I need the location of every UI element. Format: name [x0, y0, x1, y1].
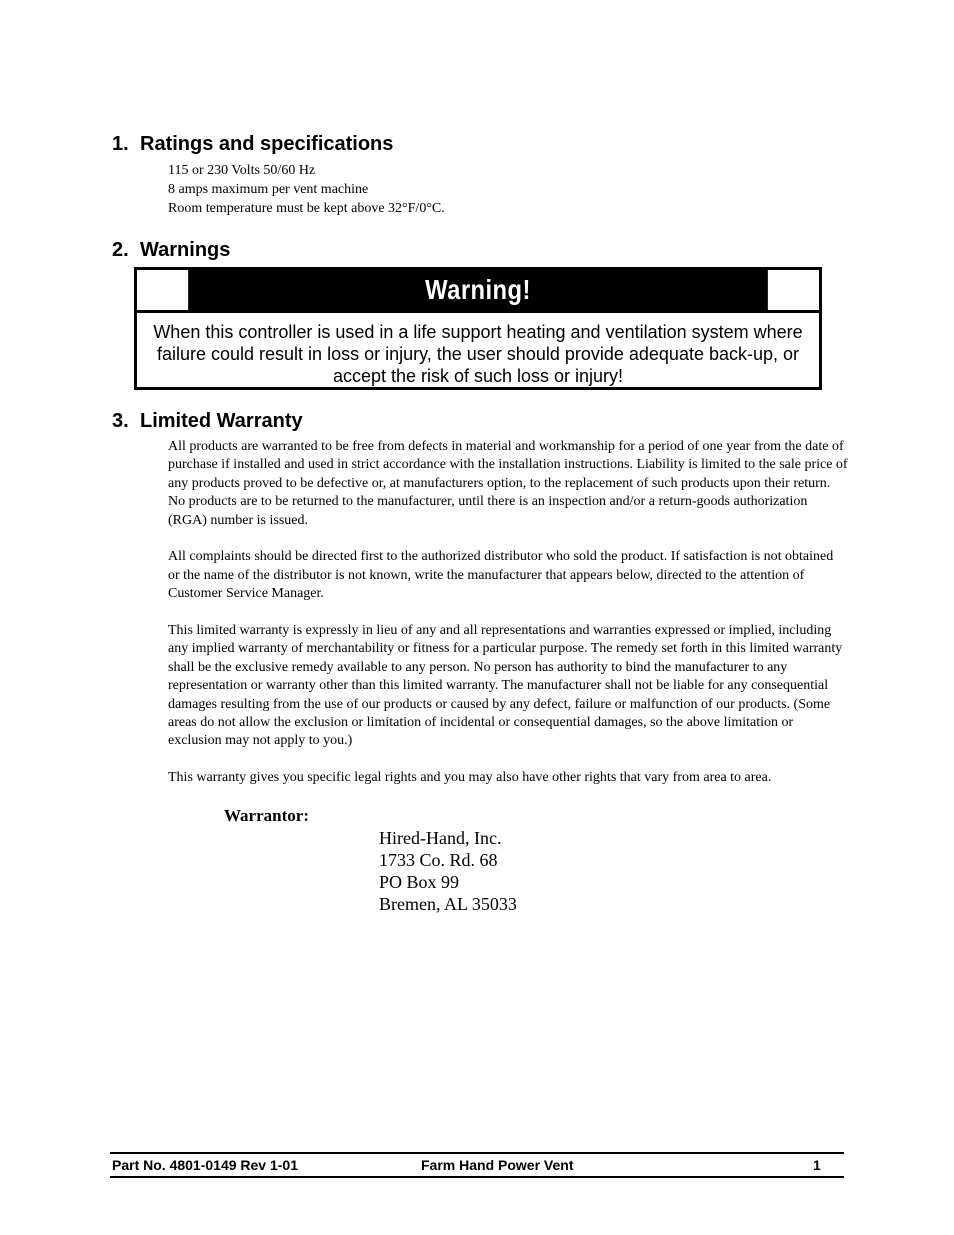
section-title: Limited Warranty [140, 410, 303, 432]
warranty-paragraph: This limited warranty is expressly in lieu of any and all representations and warranties expressed or implied, including any implied warranty of merchantability or fitness for a particular purpose. The remedy set forth in this limited warranty shall be the exclusive remedy available to any person. No person has authority to bind the manufacturer to any representation or warranty other than this limited warranty. The manufacturer shall not be liable for any consequential damages resulting from the use of our products or caused by any defect, failure or malfunction of our products. (Some areas do not allow the exclusion or limitation of incidental or consequential damages, so the above limitation or exclusion may not apply to you.) [168, 623, 843, 749]
footer-rule-top [110, 1152, 844, 1154]
spec-line-temperature: Room temperature must be kept above 32°F/0°C. [168, 201, 445, 216]
address-line: 1733 Co. Rd. 68 [379, 850, 498, 870]
warranty-paragraph: All products are warranted to be free from defects in material and workmanship for a period of one year from the date of purchase if installed and used in strict accordance with the installation instructions. Liability is limited to the sale price of any products proved to be defective or, at manufacturers option, to the replacement of such products upon their return. No products are to be returned to the manufacturer, until there is an inspection and/or a return-goods authorization (RGA) number is issued. [168, 439, 848, 528]
address-line: Bremen, AL 35033 [379, 894, 517, 914]
warranty-text [168, 438, 848, 806]
footer-rule-bottom [110, 1176, 844, 1178]
section-number: 1. [112, 133, 129, 155]
section-heading-warranty [112, 409, 303, 433]
section-number: 3. [112, 410, 129, 432]
warrantor-label: Warrantor: [224, 806, 309, 825]
footer-product-name: Farm Hand Power Vent [421, 1157, 574, 1173]
spec-line-amps: 8 amps maximum per vent machine [168, 182, 369, 197]
section-heading-ratings [112, 132, 393, 156]
section-title: Warnings [140, 239, 231, 261]
section-number: 2. [112, 239, 129, 261]
spec-line-voltage: 115 or 230 Volts 50/60 Hz [168, 163, 316, 178]
warning-box [134, 267, 822, 390]
warranty-paragraph: All complaints should be directed first to the authorized distributor who sold the product. If satisfaction is not obtained or the name of the distributor is not known, write the manufacturer that appears below, directed to the attention of Customer Service Manager. [168, 549, 834, 602]
footer-part-number: Part No. 4801-0149 Rev 1-01 [112, 1157, 298, 1173]
warning-text: When this controller is used in a life support heating and ventilation system where failure could result in loss or injury, the user should provide adequate back-up, or accept the risk of such loss or injury! [137, 310, 819, 387]
address-line: Hired-Hand, Inc. [379, 828, 502, 848]
warning-title: Warning! [188, 270, 768, 310]
address-line: PO Box 99 [379, 872, 460, 892]
section-heading-warnings [112, 238, 230, 262]
warrantor-address [379, 827, 517, 915]
footer-page-number: 1 [813, 1157, 821, 1173]
section-title: Ratings and specifications [140, 133, 394, 155]
warranty-paragraph: This warranty gives you specific legal rights and you may also have other rights that vary from area to area. [168, 770, 772, 786]
